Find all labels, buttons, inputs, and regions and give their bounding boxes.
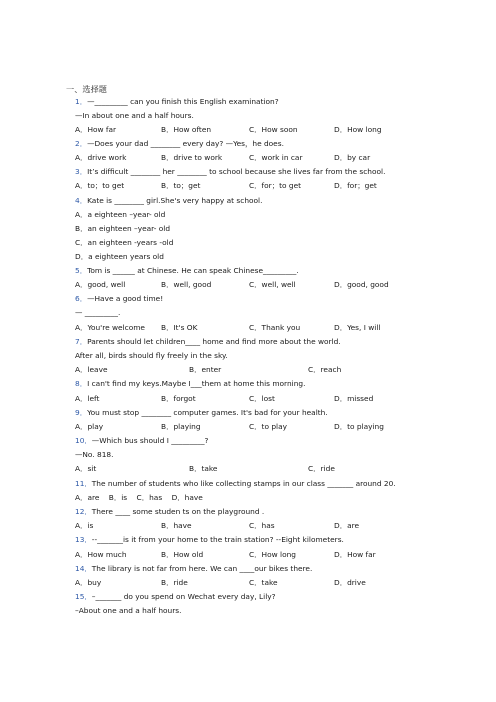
options-row <box>75 125 476 135</box>
question-number: 8． <box>75 379 88 388</box>
option-c[interactable]: C．How long <box>249 550 296 559</box>
question-14 <box>75 564 476 574</box>
question-7 <box>75 337 476 347</box>
question-stem: --_______is it from your home to the train station? --Eight kilometers. <box>91 535 344 544</box>
option-b[interactable]: B．drive to work <box>161 153 223 162</box>
section-title: 一、选择题 <box>66 84 107 94</box>
option-a[interactable]: A．to；to get <box>75 181 125 190</box>
option-c[interactable]: C．Thank you <box>249 323 301 332</box>
question-number: 9． <box>75 408 88 417</box>
options-row <box>75 394 476 404</box>
option-b[interactable]: B．have <box>161 521 192 530</box>
option-b[interactable]: B．forgot <box>161 394 196 403</box>
question-8 <box>75 379 476 389</box>
options-row <box>75 422 476 432</box>
option-c[interactable]: C．has <box>249 521 275 530</box>
option-a[interactable]: A．How far <box>75 125 117 134</box>
question-stem: —_________ can you finish this English examination? <box>87 97 279 106</box>
option-b[interactable]: B．enter <box>189 365 222 374</box>
question-number: 2． <box>75 139 88 148</box>
question-6-reply: — _________. <box>75 308 121 317</box>
option-d[interactable]: D．a eighteen years old <box>75 252 164 261</box>
option-d[interactable]: D．to playing <box>334 422 384 431</box>
option-a[interactable]: A．buy <box>75 578 102 587</box>
question-12 <box>75 507 476 517</box>
option-d[interactable]: D．missed <box>334 394 374 403</box>
question-number: 5． <box>75 266 88 275</box>
option-b[interactable]: B．an eighteen –year- old <box>75 224 171 233</box>
question-9 <box>75 408 476 418</box>
question-stem: I can't find my keys.Maybe I___them at home this morning. <box>87 379 306 388</box>
option-b[interactable]: B．playing <box>161 422 201 431</box>
question-13 <box>75 535 476 545</box>
question-number: 1． <box>75 97 88 106</box>
options-row <box>75 521 476 531</box>
question-stem: Parents should let children____ home and find more about the world. <box>87 337 341 346</box>
option-a[interactable]: A．sit <box>75 464 97 473</box>
option-b[interactable]: B．How old <box>161 550 204 559</box>
option-a[interactable]: A．left <box>75 394 100 403</box>
question-number: 6． <box>75 294 88 303</box>
question-stem: There ____ some studen ts on the playground . <box>91 507 265 516</box>
options-row <box>75 464 476 474</box>
options-row <box>75 323 476 333</box>
question-stem: —Have a good time! <box>87 294 164 303</box>
options-row <box>75 550 476 560</box>
question-stem: The number of students who like collecting stamps in our class _______ around 20. <box>91 479 396 488</box>
option-a[interactable]: A．leave <box>75 365 108 374</box>
option-d[interactable]: D．good, good <box>334 280 389 289</box>
option-a[interactable]: A．drive work <box>75 153 127 162</box>
option-c[interactable]: C．reach <box>308 365 342 374</box>
option-a[interactable]: A．You're welcome <box>75 323 145 332</box>
option-c[interactable]: C．to play <box>249 422 287 431</box>
option-d[interactable]: D．drive <box>334 578 366 587</box>
option-a[interactable]: A．How much <box>75 550 127 559</box>
option-c[interactable]: C．ride <box>308 464 335 473</box>
question-15 <box>75 592 476 602</box>
option-a[interactable]: A．play <box>75 422 104 431</box>
question-6 <box>75 294 476 304</box>
question-4 <box>75 196 476 206</box>
option-c[interactable]: C．work in car <box>249 153 303 162</box>
option-c[interactable]: C．How soon <box>249 125 298 134</box>
question-15-reply: –About one and a half hours. <box>75 606 182 615</box>
option-d[interactable]: D．How long <box>334 125 382 134</box>
option-a[interactable]: A．is <box>75 521 94 530</box>
option-b[interactable]: B．ride <box>161 578 188 587</box>
question-stem: It’s difficult ________ her ________ to school because she lives far from the school. <box>87 167 386 176</box>
options-row <box>75 365 476 375</box>
question-10-reply: —No. 818. <box>75 450 114 459</box>
question-10 <box>75 436 476 446</box>
question-number: 3． <box>75 167 88 176</box>
question-stem: Kate is ________ girl.She's very happy at school. <box>87 196 263 205</box>
options-row <box>75 153 476 163</box>
question-number: 13． <box>75 535 92 544</box>
options-row-inline[interactable]: A．are B．is C．has D．have <box>75 493 203 502</box>
option-d[interactable]: D．How far <box>334 550 376 559</box>
option-c[interactable]: C．lost <box>249 394 275 403</box>
question-7-line2: After all, birds should fly freely in the sky. <box>75 351 228 360</box>
question-number: 7． <box>75 337 88 346</box>
question-number: 11． <box>75 479 92 488</box>
question-3 <box>75 167 476 177</box>
options-row <box>75 280 476 290</box>
question-number: 14． <box>75 564 92 573</box>
option-a[interactable]: A．a eighteen –year- old <box>75 210 166 219</box>
question-11 <box>75 479 476 489</box>
question-2 <box>75 139 476 149</box>
question-stem: –_______ do you spend on Wechat every day, Lily? <box>91 592 276 601</box>
question-stem: —Does your dad ________ every day? —Yes，he does. <box>87 139 284 148</box>
options-row <box>75 181 476 191</box>
option-b[interactable]: B．well, good <box>161 280 212 289</box>
question-number: 4． <box>75 196 88 205</box>
option-d[interactable]: D．by car <box>334 153 371 162</box>
option-c[interactable]: C．an eighteen -years -old <box>75 238 174 247</box>
options-row <box>75 578 476 588</box>
question-number: 15． <box>75 592 92 601</box>
question-stem: You must stop ________ computer games. It's bad for your health. <box>87 408 328 417</box>
option-a[interactable]: A．good, well <box>75 280 126 289</box>
option-d[interactable]: D．for；get <box>334 181 377 190</box>
question-stem: The library is not far from here. We can ____our bikes there. <box>91 564 313 573</box>
question-number: 12． <box>75 507 92 516</box>
option-b[interactable]: B．to；get <box>161 181 201 190</box>
option-b[interactable]: B．How often <box>161 125 212 134</box>
question-stem: Tom is ______ at Chinese. He can speak Chinese_________. <box>87 266 299 275</box>
question-1 <box>75 97 476 107</box>
question-number: 10． <box>75 436 92 445</box>
option-c[interactable]: C．well, well <box>249 280 296 289</box>
question-5 <box>75 266 476 276</box>
option-b[interactable]: B．take <box>189 464 218 473</box>
question-stem: —Which bus should I _________? <box>91 436 209 445</box>
option-b[interactable]: B．It's OK <box>161 323 198 332</box>
option-d[interactable]: D．are <box>334 521 360 530</box>
option-c[interactable]: C．take <box>249 578 278 587</box>
option-c[interactable]: C．for；to get <box>249 181 302 190</box>
option-d[interactable]: D．Yes, I will <box>334 323 381 332</box>
question-1-reply: —In about one and a half hours. <box>75 111 194 120</box>
